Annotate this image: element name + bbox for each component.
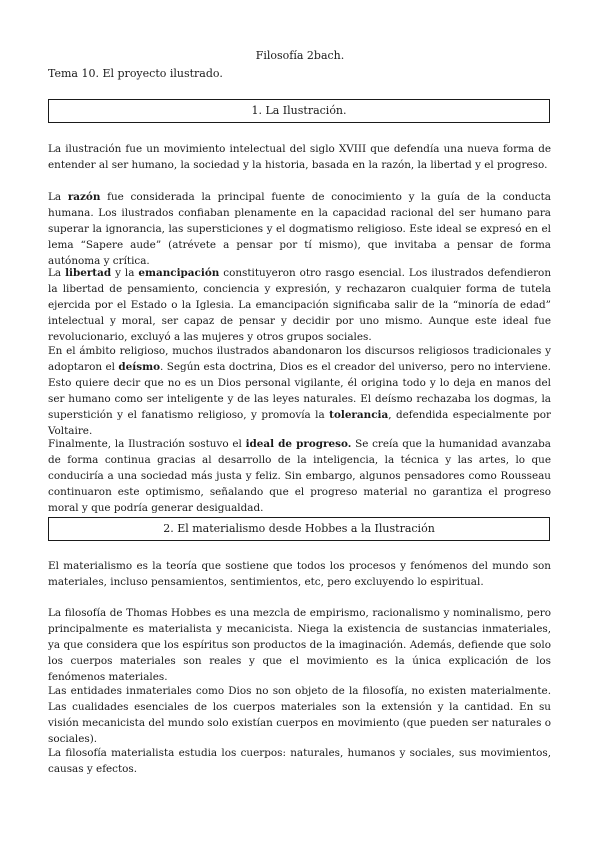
bold-term-razon: razón <box>67 191 101 203</box>
paragraph-libertad: La libertad y la emancipación constituyeron otro rasgo esencial. Los ilustrados defendieron la libertad de pensamiento, conciencia y expresión, y rechazaron cualquier forma de tutela ejercida por el Estado o la Iglesia. La emancipación significaba salir de la “minoría de edad” intelectual y moral, ser capaz de pensar y decidir por uno mismo. Aunque este ideal fue revolucionario, excluyó a las mujeres y otros grupos sociales. <box>48 267 552 343</box>
paragraph-progreso: Finalmente, la Ilustración sostuvo el ideal de progreso. Se creía que la humanidad avanzaba de forma continua gracias al desarrollo de la inteligencia, la técnica y las artes, lo que conduciría a una sociedad más justa y feliz. Sin embargo, algunos pensadores como Rousseau continuaron este optimismo, señalando que el progreso material no garantiza el progreso moral y que podría generar desigualdad. <box>48 438 551 514</box>
topic-title: Tema 10. El proyecto ilustrado. <box>48 67 223 80</box>
bold-term-progreso: ideal de progreso. <box>245 438 352 450</box>
paragraph-razon: La razón fue considerada la principal fuente de conocimiento y la guía de la conducta humana. Los ilustrados confiaban plenamente en la capacidad racional del ser humano para superar la ignorancia, las supersticiones y el dogmatismo religioso. Este ideal se expresó en el lema “Sapere aude” (atrévete a pensar por tí mismo), que invitaba a pensar de forma autónoma y crítica. <box>48 191 551 267</box>
bold-term-tolerancia: tolerancia <box>329 409 389 421</box>
bold-term-deismo: deísmo <box>118 361 161 373</box>
section-heading-1: 1. La Ilustración. <box>48 99 550 123</box>
bold-term-libertad: libertad <box>65 267 112 279</box>
paragraph-ilustracion-intro: La ilustración fue un movimiento intelectual del siglo XVIII que defendía una nueva forma de entender al ser humano, la sociedad y la historia, basada en la razón, la libertad y el progreso. <box>48 143 551 171</box>
paragraph-materialismo-def: El materialismo es la teoría que sostiene que todos los procesos y fenómenos del mundo son materiales, incluso pensamientos, sentimientos, etc, pero excluyendo lo espiritual. <box>48 560 551 588</box>
section-heading-2: 2. El materialismo desde Hobbes a la Ilustración <box>48 517 550 541</box>
paragraph-entidades-inmateriales: Las entidades inmateriales como Dios no son objeto de la filosofía, no existen materialmente. Las cualidades esenciales de los cuerpos materiales son la extensión y la cantidad. En su visión mecanicista del mundo solo existían cuerpos en movimiento (que pueden ser naturales o sociales). <box>48 685 551 745</box>
bold-term-emancipacion: emancipación <box>138 267 220 279</box>
paragraph-hobbes: La filosofía de Thomas Hobbes es una mezcla de empirismo, racionalismo y nominalismo, pero principalmente es materialista y mecanicista. Niega la existencia de sustancias inmateriales, ya que considera que los espíritus son productos de la imaginación. Además, defiende que solo los cuerpos materiales son reales y que el movimiento es la única explicación de los fenómenos materiales. <box>48 607 551 683</box>
document-title: Filosofía 2bach. <box>255 49 345 62</box>
paragraph-filosofia-materialista: La filosofía materialista estudia los cuerpos: naturales, humanos y sociales, sus movimientos, causas y efectos. <box>48 747 551 775</box>
paragraph-deismo: En el ámbito religioso, muchos ilustrados abandonaron los discursos religiosos tradicionales y adoptaron el deísmo. Según esta doctrina, Dios es el creador del universo, pero no interviene. Esto quiere decir que no es un Dios personal vigilante, él origina todo y lo deja en manos del ser humano como ser inteligente y de las leyes naturales. El deísmo rechazaba los dogmas, la superstición y el fanatismo religioso, y promovía la tolerancia, defendida especialmente por Voltaire. <box>48 345 551 437</box>
